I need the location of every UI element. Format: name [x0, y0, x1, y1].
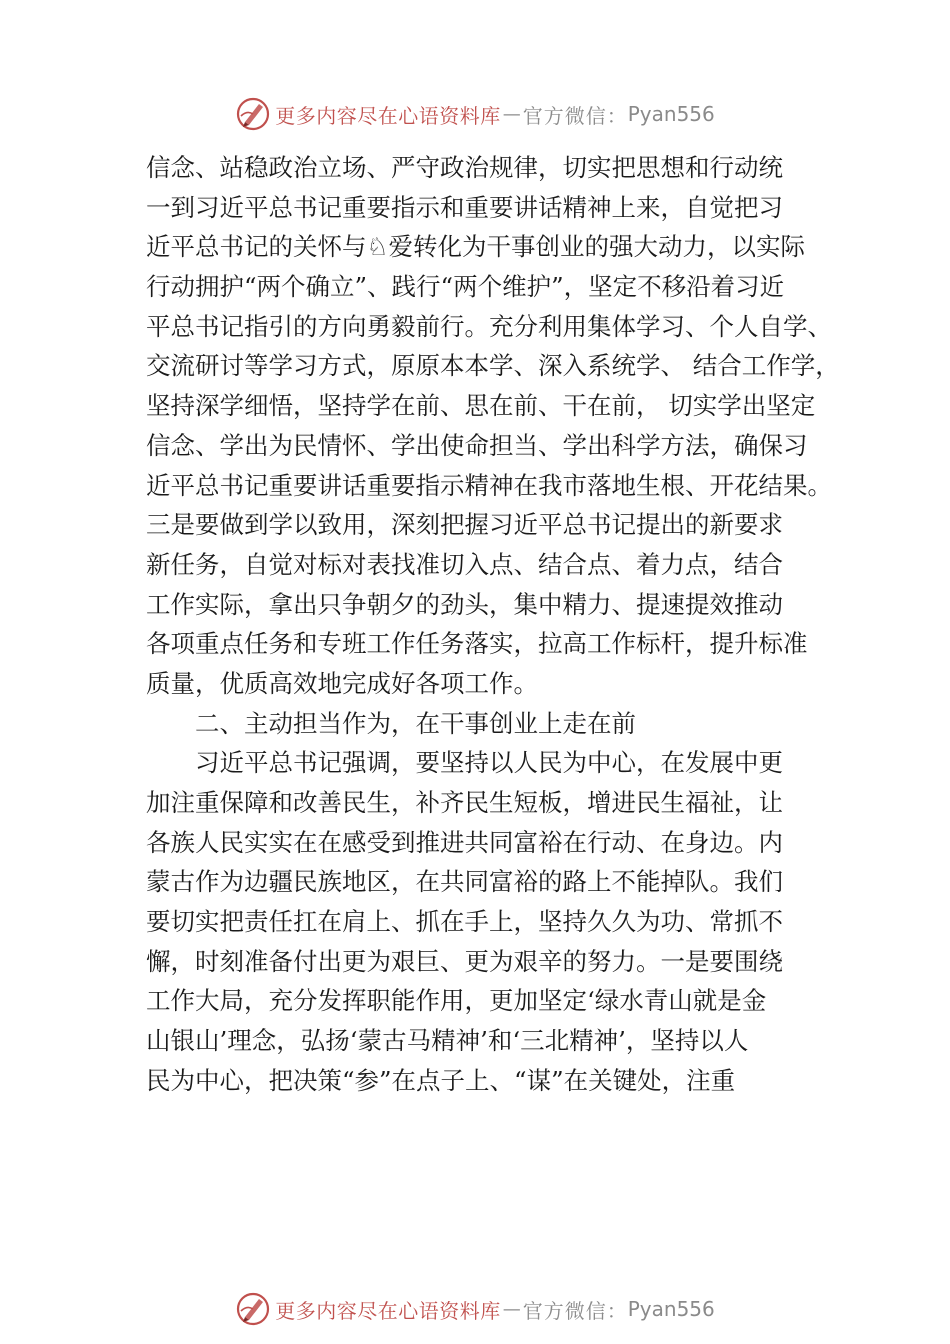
body-line: 各族人民实实在在感受到推进共同富裕在行动、在身边。内	[146, 827, 783, 857]
body-line: 工作大局，充分发挥职能作用，更加坚定‘绿水青山就是金	[146, 986, 767, 1016]
body-line: 新任务，自觉对标对表找准切入点、结合点、着力点，结合	[146, 549, 783, 579]
document-body	[146, 148, 846, 1101]
header-separator: —	[502, 103, 521, 125]
body-line: 行动拥护“两个确立”、践行“两个维护”，坚定不移沿着习近	[146, 272, 785, 302]
body-line: 一到习近平总书记重要指示和重要讲话精神上来，自觉把习	[146, 192, 783, 222]
body-line: 三是要做到学以致用，深刻把握习近平总书记提出的新要求	[146, 510, 783, 540]
body-line: 加注重保障和改善民生，补齐民生短板，增进民生福祉，让	[146, 788, 783, 817]
footer-separator: —	[502, 1298, 521, 1320]
body-line: 交流研讨等学习方式，原原本本学、深入系统学、 结合工作学，	[146, 351, 840, 381]
body-line: 蒙古作为边疆民族地区，在共同富裕的路上不能掉队。我们	[146, 867, 783, 897]
pen-logo-icon	[235, 96, 271, 132]
footer-brand-text: 更多内容尽在心语资料库	[275, 1298, 501, 1323]
header-banner	[0, 92, 950, 136]
body-line: 民为中心，把决策“参”在点子上、“谋”在关键处，注重	[146, 1065, 736, 1095]
body-line: 各项重点任务和专班工作任务落实，拉高工作标杆，提升标准	[146, 629, 808, 659]
footer-account-id: Pyan556	[627, 1297, 715, 1321]
body-line: 信念、学出为民情怀、学出使命担当、学出科学方法，确保习	[146, 430, 808, 460]
body-line: 习近平总书记强调，要坚持以人民为中心，在发展中更	[195, 748, 783, 778]
body-line: 山银山’理念，弘扬‘蒙古马精神’和‘三北精神’，坚持以人	[146, 1026, 749, 1056]
body-line: 质量，优质高效地完成好各项工作。	[146, 668, 538, 698]
header-brand-text: 更多内容尽在心语资料库	[275, 103, 501, 128]
body-line: 平总书记指引的方向勇毅前行。充分利用集体学习、个人自学、	[146, 311, 832, 341]
pen-logo-icon	[235, 1291, 271, 1327]
header-account-id: Pyan556	[627, 102, 715, 126]
body-line: 懈，时刻准备付出更为艰巨、更为艰辛的努力。一是要围绕	[146, 946, 783, 976]
body-line: 工作实际，拿出只争朝夕的劲头，集中精力、提速提效推动	[146, 589, 783, 619]
body-line: 信念、站稳政治立场、严守政治规律，切实把思想和行动统	[146, 153, 783, 182]
body-line: 近平总书记的关怀与♘爱转化为干事创业的强大动力，以实际	[146, 232, 805, 262]
body-line: 近平总书记重要讲话重要指示精神在我市落地生根、开花结果。	[146, 470, 832, 500]
section-heading: 二、主动担当作为，在干事创业上走在前	[195, 708, 636, 738]
body-line: 要切实把责任扛在肩上、抓在手上，坚持久久为功、常抓不	[146, 907, 783, 937]
body-line: 坚持深学细悟，坚持学在前、思在前、干在前， 切实学出坚定	[146, 391, 816, 421]
footer-official-label: 官方微信：	[522, 1298, 628, 1323]
footer-banner	[0, 1287, 950, 1331]
header-official-label: 官方微信：	[522, 103, 628, 128]
